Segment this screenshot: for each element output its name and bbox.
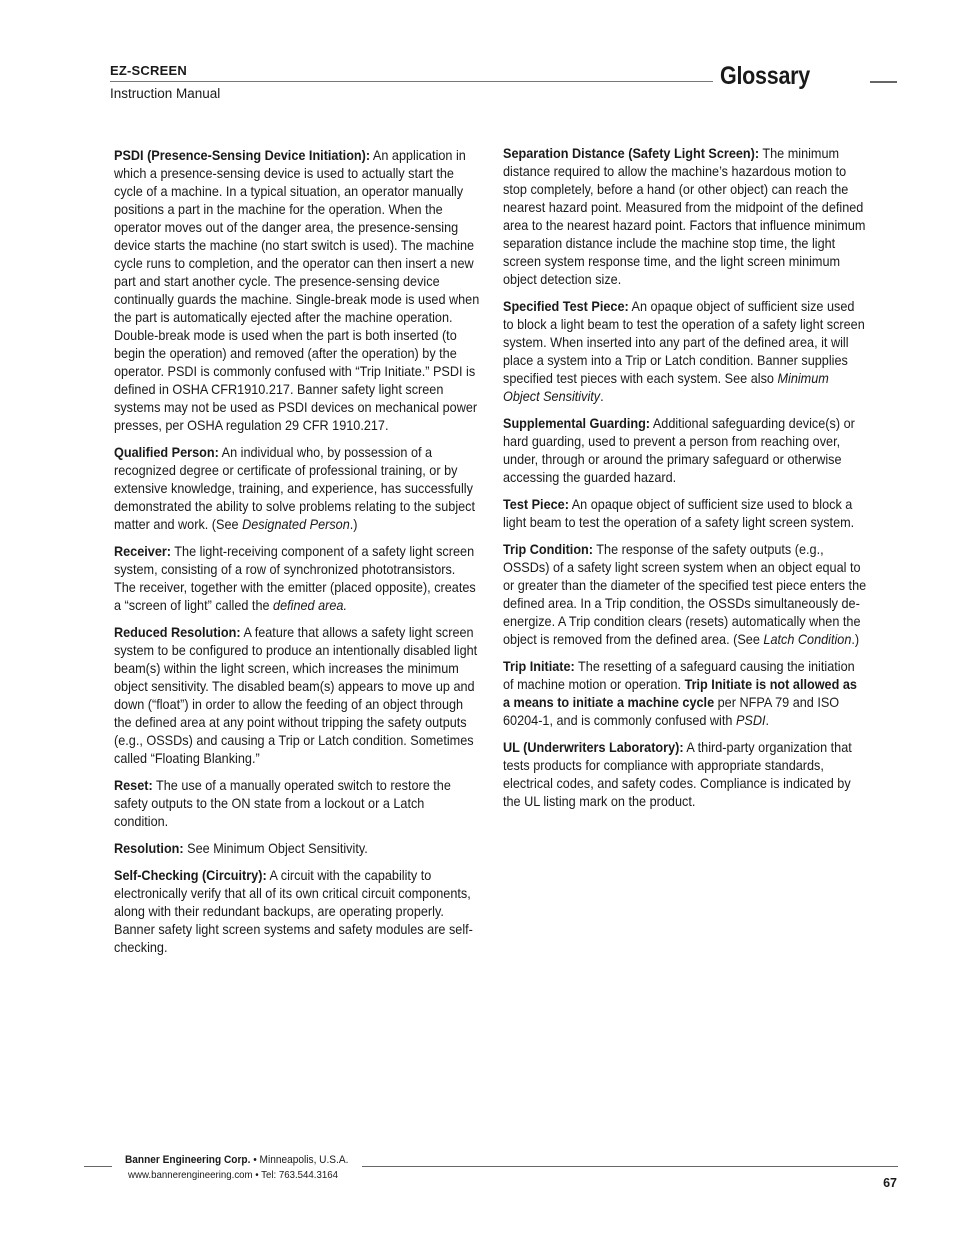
- glossary-entry: [503, 415, 867, 487]
- glossary-term: Test Piece:: [503, 497, 569, 512]
- glossary-definition-text: Latch Condition: [763, 632, 852, 647]
- glossary-term: PSDI (Presence-Sensing Device Initiation):: [114, 148, 371, 163]
- glossary-term: Receiver:: [114, 544, 172, 559]
- manual-subtitle: Instruction Manual: [110, 86, 221, 101]
- glossary-term: Trip Initiate:: [503, 659, 575, 674]
- glossary-definition-text: PSDI: [735, 713, 766, 728]
- glossary-entry: [114, 147, 479, 435]
- glossary-definition-text: Minimum Object Sensitivity: [503, 371, 829, 404]
- glossary-definition-text: The light-receiving component of a safety light screen system, consisting of a row of synchronized phototransistors. The receiver, together with the emitter (placed opposite), creates a “screen of light” called the: [114, 544, 476, 613]
- glossary-entry: [503, 541, 867, 649]
- glossary-term: Qualified Person:: [114, 445, 219, 460]
- glossary-definition-text: An opaque object of sufficient size used to block a light beam to test the operation of a safety light screen system. When inserted into any part of the defined area, it will place a system into a Trip or Latch condition. Banner supplies specified test pieces with each system. See also: [503, 299, 865, 386]
- glossary-entry: [114, 624, 479, 768]
- page-number: 67: [883, 1176, 897, 1190]
- glossary-definition-text: .: [600, 389, 604, 404]
- glossary-term: Self-Checking (Circuitry):: [114, 868, 267, 883]
- glossary-term: Specified Test Piece:: [503, 299, 629, 314]
- glossary-entry: [503, 145, 867, 289]
- header-rule: [110, 81, 713, 82]
- glossary-column-left: [114, 147, 479, 966]
- glossary-definition-text: .): [851, 632, 860, 647]
- glossary-entry: [114, 444, 479, 534]
- glossary-definition-text: .: [765, 713, 770, 728]
- glossary-definition-text: A circuit with the capability to electronically verify that all of its own critical circuit components, along with their redundant backups, are operating properly. Banner safety light screen systems and safety modules are self-checking.: [114, 868, 473, 955]
- header-dash: [870, 81, 897, 83]
- glossary-term: Trip Condition:: [503, 542, 594, 557]
- glossary-definition-text: The use of a manually operated switch to restore the safety outputs to the ON state from a lockout or a Latch condition.: [114, 778, 451, 829]
- footer-rule-left: [84, 1166, 112, 1167]
- glossary-entry: [503, 298, 867, 406]
- page-title: Glossary: [720, 62, 810, 90]
- glossary-term: Supplemental Guarding:: [503, 416, 651, 431]
- company-location: • Minneapolis, U.S.A.: [250, 1154, 349, 1166]
- glossary-definition-text: See Minimum Object Sensitivity.: [183, 841, 368, 856]
- glossary-definition-text: Trip Initiate is not allowed as a means to initiate a machine cycle: [503, 677, 857, 710]
- glossary-definition-text: Designated Person: [242, 517, 350, 532]
- glossary-definition-text: .): [349, 517, 358, 532]
- glossary-term: Separation Distance (Safety Light Screen):: [503, 146, 760, 161]
- glossary-term: UL (Underwriters Laboratory):: [503, 740, 684, 755]
- footer-rule-right: [362, 1166, 898, 1167]
- glossary-entry: [503, 496, 867, 532]
- glossary-definition-text: An application in which a presence-sensing device is used to actually start the cycle of a machine. In a typical situation, an operator manually positions a part in the machine for the operation. When the operator moves out of the danger area, the presence-sensing device starts the machine (no start switch is used). The machine cycle runs to completion, and the operator can then insert a new part and start another cycle. The presence-sensing device continually guards the machine. Single-break mode is used when the part is automatically ejected after the machine operation. Double-break mode is used when the part is both inserted (to begin the operation) and removed (after the operation) by the operator. PSDI is commonly confused with “Trip Initiate.” PSDI is defined in OSHA CFR1910.217. Banner safety light screen systems may not be used as PSDI devices on mechanical power presses, per OSHA regulation 29 CFR 1910.217.: [114, 148, 480, 433]
- glossary-term: Reset:: [114, 778, 153, 793]
- glossary-definition-text: The minimum distance required to allow the machine’s hazardous motion to stop completely, before a hand (or other object) can reach the nearest hazard point. Measured from the midpoint of the defined area to the nearest hazard point. Factors that influence minimum separation distance include the machine stop time, the light screen system response time, and the light screen minimum object detection size.: [503, 146, 866, 287]
- glossary-definition-text: per NFPA 79 and ISO 60204-1, and is commonly confused with: [503, 695, 840, 728]
- footer-contact: www.bannerengineering.com • Tel: 763.544.3164: [128, 1169, 338, 1181]
- footer-company: [125, 1154, 348, 1166]
- product-name: EZ-SCREEN: [110, 63, 187, 78]
- glossary-definition-text: A feature that allows a safety light screen system to be configured to produce an intentionally disabled light beam(s) within the light screen, which increases the minimum object sensitivity. The disabled beam(s) appears to move up and down (“float”) in order to allow the feeding of an object through the defined area at any point without tripping the safety outputs (e.g., OSSDs) and causing a Trip or Latch condition. Sometimes called “Floating Blanking.”: [114, 625, 478, 766]
- glossary-definition-text: The resetting of a safeguard causing the initiation of machine motion or operation.: [503, 659, 855, 692]
- glossary-entry: [114, 543, 479, 615]
- glossary-definition-text: An individual who, by possession of a recognized degree or certificate of professional training, or by extensive knowledge, training, and experience, has successfully demonstrated the ability to solve problems relating to the subject matter and work. (See: [114, 445, 476, 532]
- glossary-entry: [503, 739, 867, 811]
- glossary-term: Reduced Resolution:: [114, 625, 241, 640]
- glossary-entry: [503, 658, 867, 730]
- glossary-definition-text: Additional safeguarding device(s) or hard guarding, used to prevent a person from reaching over, under, through or around the primary safeguard or otherwise accessing the guarded hazard.: [503, 416, 855, 485]
- glossary-definition-text: The response of the safety outputs (e.g., OSSDs) of a safety light screen system when an object equal to or greater than the diameter of the specified test piece enters the defined area. In a Trip condition, the OSSDs simultaneously de-energize. A Trip condition clears (resets) automatically when the object is removed from the defined area. (See: [503, 542, 867, 647]
- glossary-definition-text: defined area.: [273, 598, 347, 613]
- glossary-definition-text: An opaque object of sufficient size used to block a light beam to test the operation of a safety light screen system.: [503, 497, 855, 530]
- glossary-definition-text: A third-party organization that tests products for compliance with appropriate standards, electrical codes, and safety codes. Compliance is indicated by the UL listing mark on the product.: [503, 740, 852, 809]
- glossary-entry: [114, 777, 479, 831]
- glossary-column-right: [503, 145, 867, 820]
- company-name: Banner Engineering Corp.: [125, 1154, 251, 1166]
- glossary-entry: [114, 840, 479, 858]
- glossary-entry: [114, 867, 479, 957]
- glossary-term: Resolution:: [114, 841, 184, 856]
